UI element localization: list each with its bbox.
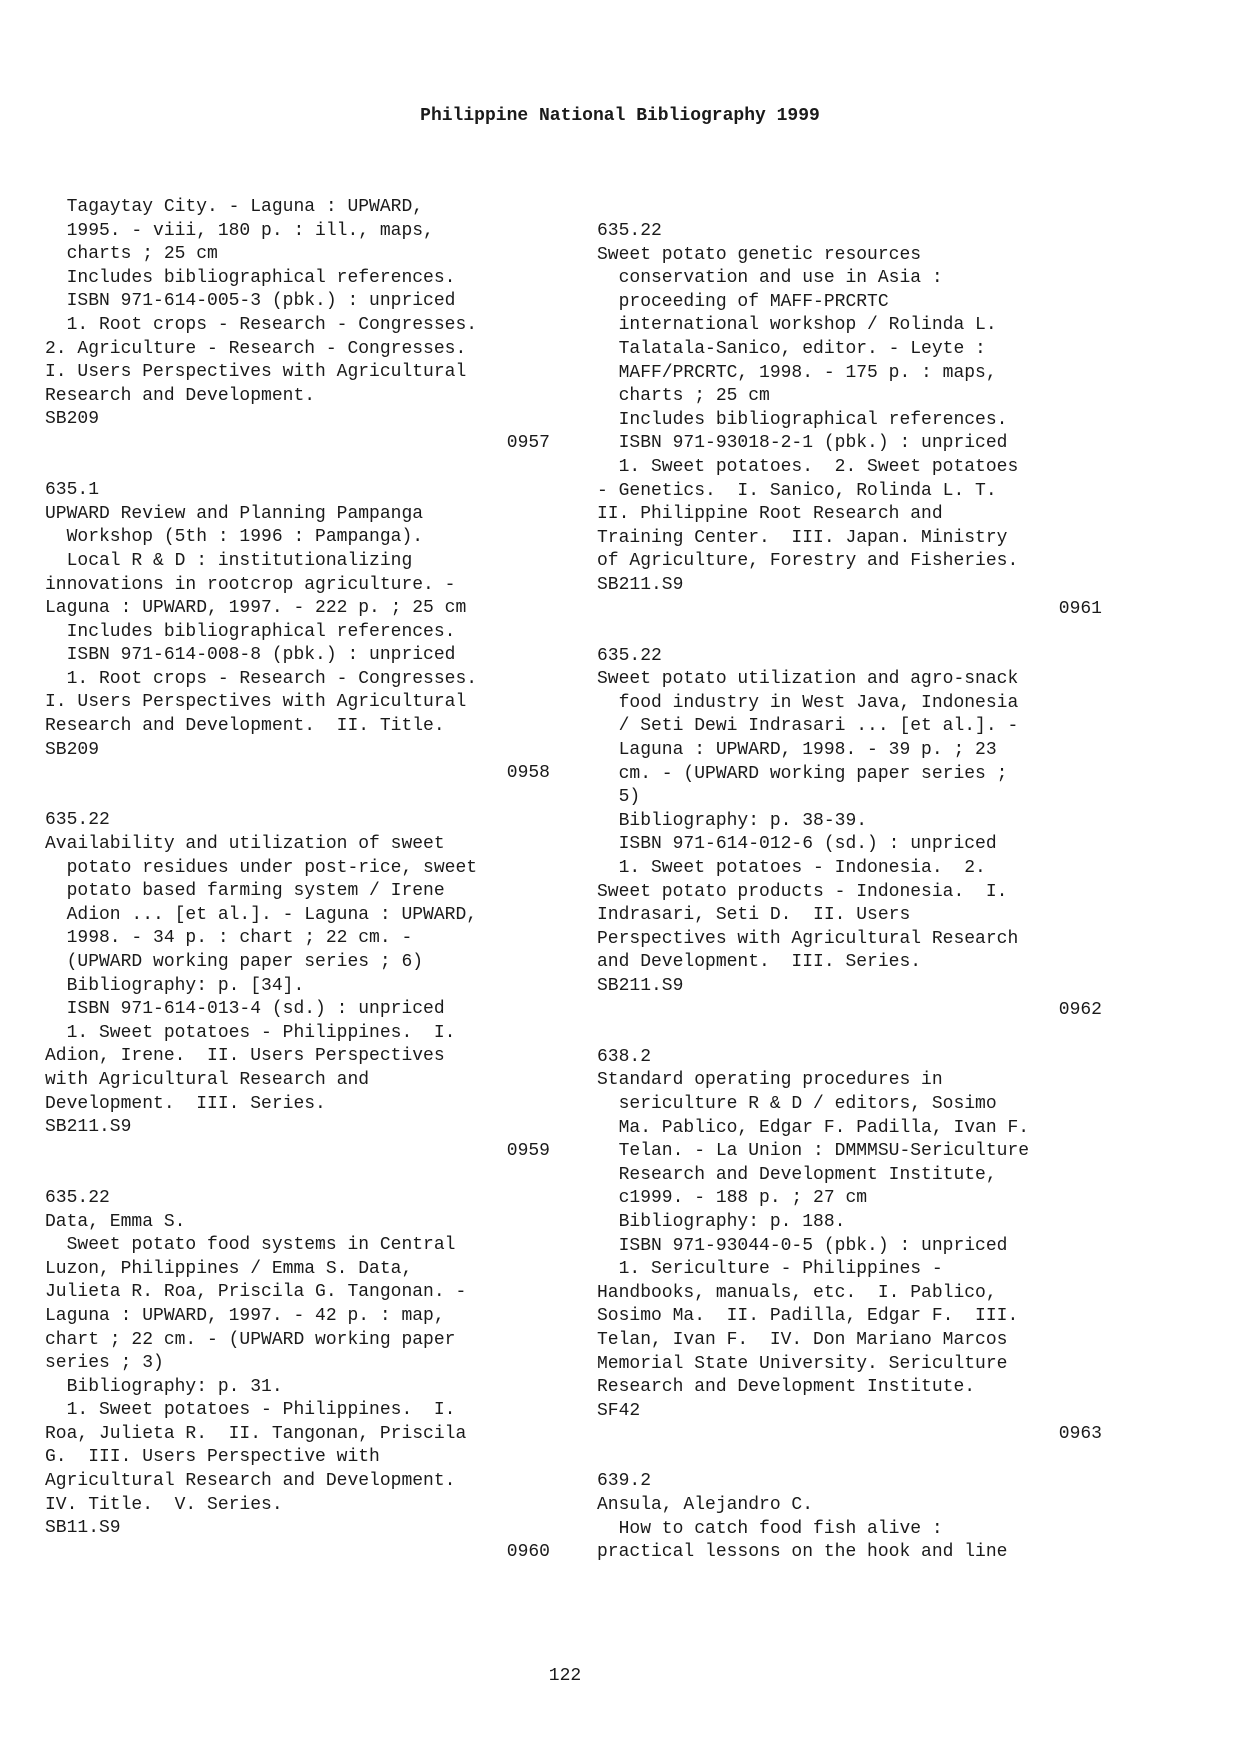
entry-line: Availability and utilization of sweet bbox=[45, 834, 445, 855]
entry-line: SB209 bbox=[45, 409, 100, 430]
entry-line: Julieta R. Roa, Priscila G. Tangonan. - bbox=[45, 1282, 467, 1303]
entry-line: 1995. - viii, 180 p. : ill., maps, bbox=[45, 220, 434, 241]
entry-line: cm. - (UPWARD working paper series ; bbox=[597, 763, 1008, 784]
entry-line: Laguna : UPWARD, 1997. - 42 p. : map, bbox=[45, 1305, 445, 1326]
entry-number: 0961 bbox=[1058, 598, 1102, 619]
entry-line: ISBN 971-614-008-8 (pbk.) : unpriced bbox=[45, 645, 456, 666]
entry-line: 1. Sericulture - Philippines - bbox=[597, 1259, 943, 1280]
entry-line: Handbooks, manuals, etc. I. Pablico, bbox=[597, 1282, 997, 1303]
entry-line: 2. Agriculture - Research - Congresses. bbox=[45, 338, 467, 359]
entry-line: 1. Sweet potatoes - Philippines. I. bbox=[45, 1022, 456, 1043]
entry-line: / Seti Dewi Indrasari ... [et al.]. - bbox=[597, 716, 1019, 737]
entry-line: 635.22 bbox=[597, 221, 662, 241]
entry-line: Includes bibliographical references. bbox=[45, 621, 456, 642]
bibliography-entry bbox=[45, 196, 570, 456]
entry-line: Standard operating procedures in bbox=[597, 1070, 943, 1091]
entry-line: conservation and use in Asia : bbox=[597, 268, 943, 289]
page-header: Philippine National Bibliography 1999 bbox=[420, 106, 820, 126]
entry-line: innovations in rootcrop agriculture. - bbox=[45, 574, 456, 595]
entry-line: ISBN 971-93018-2-1 (pbk.) : unpriced bbox=[597, 433, 1008, 454]
entry-line: charts ; 25 cm bbox=[45, 244, 218, 265]
entry-line: chart ; 22 cm. - (UPWARD working paper bbox=[45, 1329, 456, 1350]
entry-line: SB211.S9 bbox=[45, 1117, 132, 1138]
entry-line: Includes bibliographical references. bbox=[597, 409, 1008, 430]
entry-line: SB211.S9 bbox=[597, 976, 684, 996]
entry-line: 635.22 bbox=[45, 810, 110, 831]
entry-line: How to catch food fish alive : bbox=[597, 1518, 943, 1539]
right-column bbox=[597, 220, 1122, 1588]
entry-line: Sosimo Ma. II. Padilla, Edgar F. III. bbox=[597, 1306, 1019, 1327]
entry-number: 0958 bbox=[506, 763, 550, 784]
page-number: 122 bbox=[548, 1666, 582, 1686]
entry-line: Development. III. Series. bbox=[45, 1093, 326, 1114]
entry-line: international workshop / Rolinda L. bbox=[597, 315, 997, 336]
entry-line: Laguna : UPWARD, 1997. - 222 p. ; 25 cm bbox=[45, 598, 467, 619]
entry-line: II. Philippine Root Research and bbox=[597, 504, 943, 525]
entry-line: Perspectives with Agricultural Research bbox=[597, 928, 1019, 949]
entry-line: (UPWARD working paper series ; 6) bbox=[45, 952, 424, 972]
entry-line: IV. Title. V. Series. bbox=[45, 1494, 283, 1515]
entry-line: G. III. Users Perspective with bbox=[45, 1447, 380, 1468]
entry-line: c1999. - 188 p. ; 27 cm bbox=[597, 1188, 868, 1209]
entry-line: 5) bbox=[597, 787, 641, 808]
entry-number: 0962 bbox=[1058, 999, 1102, 1020]
entry-line: Sweet potato products - Indonesia. I. bbox=[597, 881, 1008, 902]
entry-line: Ansula, Alejandro C. bbox=[597, 1495, 814, 1516]
entry-number: 0963 bbox=[1058, 1424, 1102, 1445]
entry-line: SF42 bbox=[597, 1400, 641, 1421]
entry-line: MAFF/PRCRTC, 1998. - 175 p. : maps, bbox=[597, 362, 997, 383]
entry-line: Includes bibliographical references. bbox=[45, 267, 456, 288]
entry-line: 1. Root crops - Research - Congresses. bbox=[45, 314, 478, 335]
entry-line: Telan. - La Union : DMMMSU-Sericulture bbox=[597, 1141, 1030, 1162]
entry-line: proceeding of MAFF-PRCRTC bbox=[597, 291, 889, 312]
entry-line: ISBN 971-93044-0-5 (pbk.) : unpriced bbox=[597, 1235, 1008, 1256]
entry-line: SB209 bbox=[45, 739, 100, 760]
entry-line: Indrasari, Seti D. II. Users bbox=[597, 905, 911, 926]
bibliography-entry bbox=[45, 1187, 570, 1565]
entry-line: Sweet potato food systems in Central bbox=[45, 1235, 456, 1256]
entry-line: SB11.S9 bbox=[45, 1518, 121, 1539]
entry-line: Luzon, Philippines / Emma S. Data, bbox=[45, 1258, 413, 1279]
entry-line: 635.22 bbox=[597, 645, 662, 666]
entry-line: charts ; 25 cm bbox=[597, 386, 770, 407]
bibliography-entry bbox=[45, 479, 570, 786]
entry-line: 1. Sweet potatoes - Philippines. I. bbox=[45, 1400, 456, 1421]
entry-line: 635.1 bbox=[45, 480, 100, 501]
entry-line: Adion, Irene. II. Users Perspectives bbox=[45, 1046, 445, 1067]
bibliography-entry bbox=[597, 1046, 1122, 1447]
entry-number: 0957 bbox=[506, 432, 550, 453]
entry-line: 1. Sweet potatoes - Indonesia. 2. bbox=[597, 858, 986, 879]
entry-line: Bibliography: p. 188. bbox=[597, 1211, 846, 1232]
entry-line: Research and Development Institute. bbox=[597, 1377, 976, 1398]
entry-line: Ma. Pablico, Edgar F. Padilla, Ivan F. bbox=[597, 1117, 1030, 1138]
entry-line: sericulture R & D / editors, Sosimo bbox=[597, 1093, 997, 1114]
entry-line: Telan, Ivan F. IV. Don Mariano Marcos bbox=[597, 1329, 1008, 1350]
entry-line: Research and Development. II. Title. bbox=[45, 716, 445, 737]
entry-line: Roa, Julieta R. II. Tangonan, Priscila bbox=[45, 1423, 467, 1444]
entry-line: Adion ... [et al.]. - Laguna : UPWARD, bbox=[45, 904, 478, 925]
entry-line: potato based farming system / Irene bbox=[45, 881, 445, 902]
entry-line: Bibliography: p. [34]. bbox=[45, 975, 305, 996]
bibliography-entry bbox=[597, 220, 1122, 621]
entry-line: ISBN 971-614-013-4 (sd.) : unpriced bbox=[45, 999, 445, 1020]
entry-line: of Agriculture, Forestry and Fisheries. bbox=[597, 551, 1019, 572]
entry-line: Bibliography: p. 31. bbox=[45, 1376, 283, 1397]
bibliography-entry bbox=[597, 1470, 1122, 1564]
entry-line: 1. Sweet potatoes. 2. Sweet potatoes bbox=[597, 456, 1019, 477]
entry-line: - Genetics. I. Sanico, Rolinda L. T. bbox=[597, 480, 997, 501]
entry-line: UPWARD Review and Planning Pampanga bbox=[45, 503, 424, 524]
entry-line: Data, Emma S. bbox=[45, 1211, 186, 1232]
entry-line: Sweet potato utilization and agro-snack bbox=[597, 669, 1019, 690]
entry-line: and Development. III. Series. bbox=[597, 952, 922, 973]
entry-line: 639.2 bbox=[597, 1471, 652, 1492]
entry-line: series ; 3) bbox=[45, 1353, 164, 1374]
bibliography-entry bbox=[45, 809, 570, 1163]
entry-line: Research and Development Institute, bbox=[597, 1164, 997, 1185]
entry-line: Bibliography: p. 38-39. bbox=[597, 810, 868, 831]
entry-line: ISBN 971-614-005-3 (pbk.) : unpriced bbox=[45, 291, 456, 312]
entry-line: Tagaytay City. - Laguna : UPWARD, bbox=[45, 197, 424, 217]
entry-line: Local R & D : institutionalizing bbox=[45, 550, 413, 571]
entry-line: Workshop (5th : 1996 : Pampanga). bbox=[45, 527, 424, 548]
entry-line: with Agricultural Research and bbox=[45, 1069, 370, 1090]
entry-line: 1. Root crops - Research - Congresses. bbox=[45, 668, 478, 689]
entry-line: I. Users Perspectives with Agricultural bbox=[45, 362, 467, 383]
entry-line: Laguna : UPWARD, 1998. - 39 p. ; 23 bbox=[597, 740, 997, 761]
entry-line: Memorial State University. Sericulture bbox=[597, 1353, 1008, 1374]
entry-number: 0959 bbox=[506, 1140, 550, 1161]
bibliography-entry bbox=[597, 645, 1122, 1023]
entry-line: Sweet potato genetic resources bbox=[597, 244, 922, 265]
left-column bbox=[45, 196, 570, 1588]
entry-line: potato residues under post-rice, sweet bbox=[45, 857, 478, 878]
entry-line: SB211.S9 bbox=[597, 574, 684, 595]
entry-line: 638.2 bbox=[597, 1046, 652, 1067]
entry-line: ISBN 971-614-012-6 (sd.) : unpriced bbox=[597, 834, 997, 855]
entry-line: Talatala-Sanico, editor. - Leyte : bbox=[597, 338, 986, 359]
entry-line: practical lessons on the hook and line bbox=[597, 1542, 1008, 1563]
entry-line: 1998. - 34 p. : chart ; 22 cm. - bbox=[45, 928, 413, 949]
entry-line: I. Users Perspectives with Agricultural bbox=[45, 692, 467, 713]
entry-line: Training Center. III. Japan. Ministry bbox=[597, 527, 1008, 548]
entry-line: Research and Development. bbox=[45, 385, 316, 406]
entry-line: food industry in West Java, Indonesia bbox=[597, 692, 1019, 713]
entry-line: 635.22 bbox=[45, 1187, 110, 1208]
entry-line: Agricultural Research and Development. bbox=[45, 1471, 456, 1492]
entry-number: 0960 bbox=[506, 1541, 550, 1562]
